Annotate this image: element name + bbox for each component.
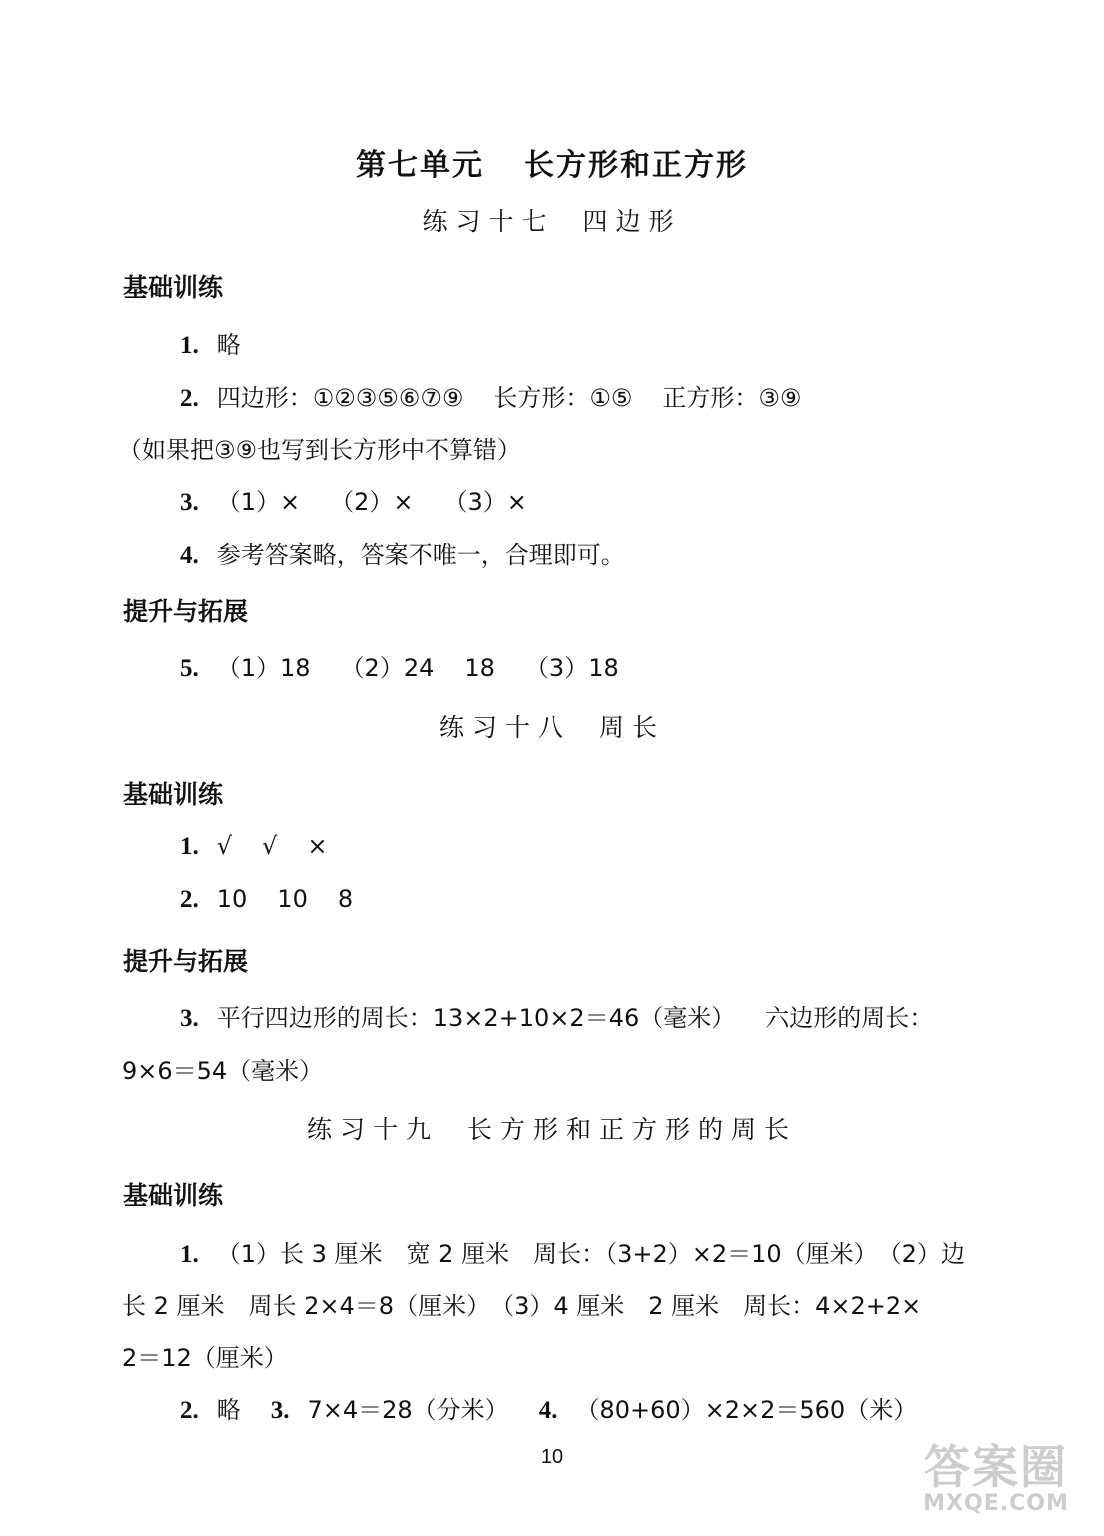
- answer-text: 长方形：①⑤: [493, 384, 633, 412]
- ex17-q2: [180, 378, 801, 413]
- exercise-17-title: [0, 202, 1104, 238]
- ex17-q5: [180, 648, 619, 683]
- unit-title-part2: 长方形和正方形: [524, 148, 748, 183]
- answer-text: 参考答案略，答案不唯一，合理即可。: [216, 541, 625, 569]
- ex19-basic-heading: 基础训练: [123, 1181, 224, 1210]
- watermark-top: 答案圈: [924, 1440, 1068, 1494]
- answer-text: 四边形：①②③⑤⑥⑦⑨: [216, 384, 464, 412]
- ex17-q1: [180, 325, 241, 360]
- ex17-q2-continuation: （如果把③⑨也写到长方形中不算错）: [118, 436, 522, 464]
- answer-text: 正方形：③⑨: [662, 384, 802, 412]
- ex19-q2-q4: [180, 1390, 917, 1425]
- page-number: 10: [540, 1446, 564, 1468]
- exercise-18-title-a: 练习十八: [438, 713, 571, 742]
- cross-mark: ×: [307, 832, 328, 860]
- ex19-q1: [180, 1234, 965, 1269]
- question-number: 3.: [180, 489, 199, 516]
- answer-text: （1）×: [216, 488, 301, 516]
- watermark-bottom: MXQE.COM: [923, 1491, 1069, 1516]
- answer-text: （1）18: [216, 654, 311, 682]
- check-mark: √: [262, 832, 278, 860]
- answer-text: 略: [216, 1396, 241, 1424]
- exercise-18-title: [0, 708, 1104, 744]
- question-number: 1.: [180, 332, 199, 359]
- answer-text: （3）×: [443, 488, 527, 516]
- exercise-19-title-a: 练习十九: [306, 1115, 439, 1144]
- question-number: 2.: [180, 886, 199, 913]
- answer-text: （3）18: [524, 654, 619, 682]
- ex17-basic-heading: 基础训练: [123, 273, 224, 302]
- answer-text: 六边形的周长：: [765, 1004, 934, 1032]
- ex18-q3-continuation: 9×6＝54（毫米）: [122, 1057, 324, 1085]
- answer-text: 略: [216, 331, 241, 359]
- question-number: 2.: [180, 385, 199, 412]
- question-number: 4.: [180, 542, 199, 569]
- question-number: 4.: [538, 1397, 558, 1424]
- answer-text: 10: [216, 885, 248, 913]
- ex17-q4: [180, 535, 625, 570]
- unit-title: [0, 140, 1104, 184]
- question-number: 3.: [180, 1005, 199, 1032]
- answer-text: 10: [277, 885, 308, 913]
- ex17-advance-heading: 提升与拓展: [123, 597, 249, 626]
- exercise-19-title-b: 长方形和正方形的周长: [467, 1115, 798, 1144]
- answer-text: 平行四边形的周长：13×2+10×2＝46（毫米）: [216, 1004, 736, 1032]
- ex19-q1-line3: 2＝12（厘米）: [122, 1344, 288, 1372]
- ex18-q2: [180, 885, 353, 914]
- exercise-19-title: [0, 1110, 1104, 1146]
- answer-text: （2）×: [330, 488, 414, 516]
- answer-text: （80+60）×2×2＝560（米）: [575, 1396, 918, 1424]
- exercise-18-title-b: 周长: [599, 713, 666, 742]
- unit-title-part1: 第七单元: [356, 148, 484, 183]
- answer-text: 8: [337, 885, 354, 913]
- check-mark: √: [216, 832, 233, 860]
- question-number: 3.: [270, 1397, 290, 1424]
- exercise-17-title-b: 四边形: [582, 207, 682, 236]
- ex18-q3: [180, 998, 933, 1033]
- watermark-logo: [906, 1431, 1086, 1526]
- ex17-q3: [180, 482, 527, 517]
- answer-text: 18: [464, 654, 495, 682]
- answer-text: （2）24: [340, 654, 435, 682]
- exercise-17-title-a: 练习十七: [422, 207, 555, 236]
- question-number: 5.: [180, 655, 199, 682]
- ex18-advance-heading: 提升与拓展: [123, 947, 249, 976]
- ex19-q1-line2: 长 2 厘米 周长 2×4＝8（厘米） （3）4 厘米 2 厘米 周长：4×2+2×: [122, 1292, 922, 1320]
- question-number: 1.: [180, 833, 199, 860]
- question-number: 2.: [180, 1397, 199, 1424]
- ex18-basic-heading: 基础训练: [123, 780, 224, 809]
- question-number: 1.: [180, 1241, 199, 1268]
- ex18-q1: [180, 832, 327, 861]
- answer-text: （1）长 3 厘米 宽 2 厘米 周长：（3+2）×2＝10（厘米） （2）边: [216, 1240, 965, 1268]
- answer-text: 7×4＝28（分米）: [307, 1396, 509, 1424]
